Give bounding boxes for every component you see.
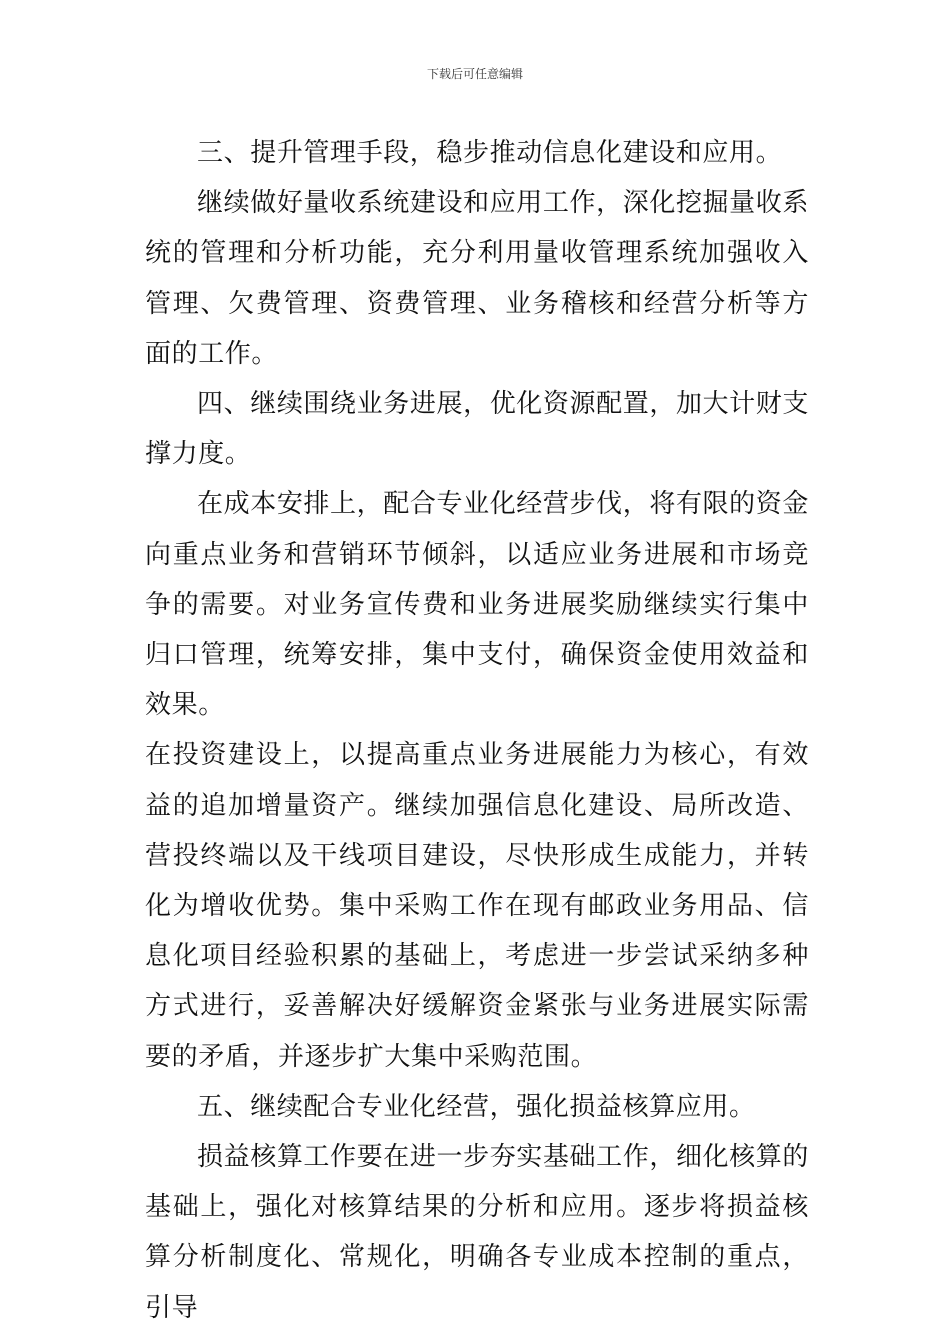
paragraph-profit-loss-accounting: 损益核算工作要在进一步夯实基础工作，细化核算的基础上，强化对核算结果的分析和应用。逐步将损益核算分析制度化、常规化，明确各专业成本控制的重点，引导 xyxy=(145,1142,809,1323)
page-header: 下载后可任意编辑 xyxy=(426,67,523,81)
heading-section-4: 四、继续围绕业务进展，优化资源配置，加大计财支撑力度。 xyxy=(145,389,809,470)
paragraph-billing-system: 继续做好量收系统建设和应用工作，深化挖掘量收系统的管理和分析功能，充分利用量收管理系统加强收入管理、欠费管理、资费管理、业务稽核和经营分析等方面的工作。 xyxy=(145,188,809,369)
heading-section-5: 五、继续配合专业化经营，强化损益核算应用。 xyxy=(197,1091,756,1122)
document-body xyxy=(145,128,809,1333)
paragraph-investment: 在投资建设上，以提高重点业务进展能力为核心，有效益的追加增量资产。继续加强信息化建设、局所改造、营投终端以及干线项目建设，尽快形成生成能力，并转化为增收优势。集中采购工作在现有邮政业务用品、信息化项目经验积累的基础上，考虑进一步尝试采纳多种方式进行，妥善解决好缓解资金紧张与业务进展实际需要的矛盾，并逐步扩大集中采购范围。 xyxy=(145,740,809,1072)
paragraph-cost-arrangement: 在成本安排上，配合专业化经营步伐，将有限的资金向重点业务和营销环节倾斜，以适应业务进展和市场竞争的需要。对业务宣传费和业务进展奖励继续实行集中归口管理，统筹安排，集中支付，确保资金使用效益和效果。 xyxy=(145,489,809,721)
heading-section-3: 三、提升管理手段，稳步推动信息化建设和应用。 xyxy=(197,138,783,168)
